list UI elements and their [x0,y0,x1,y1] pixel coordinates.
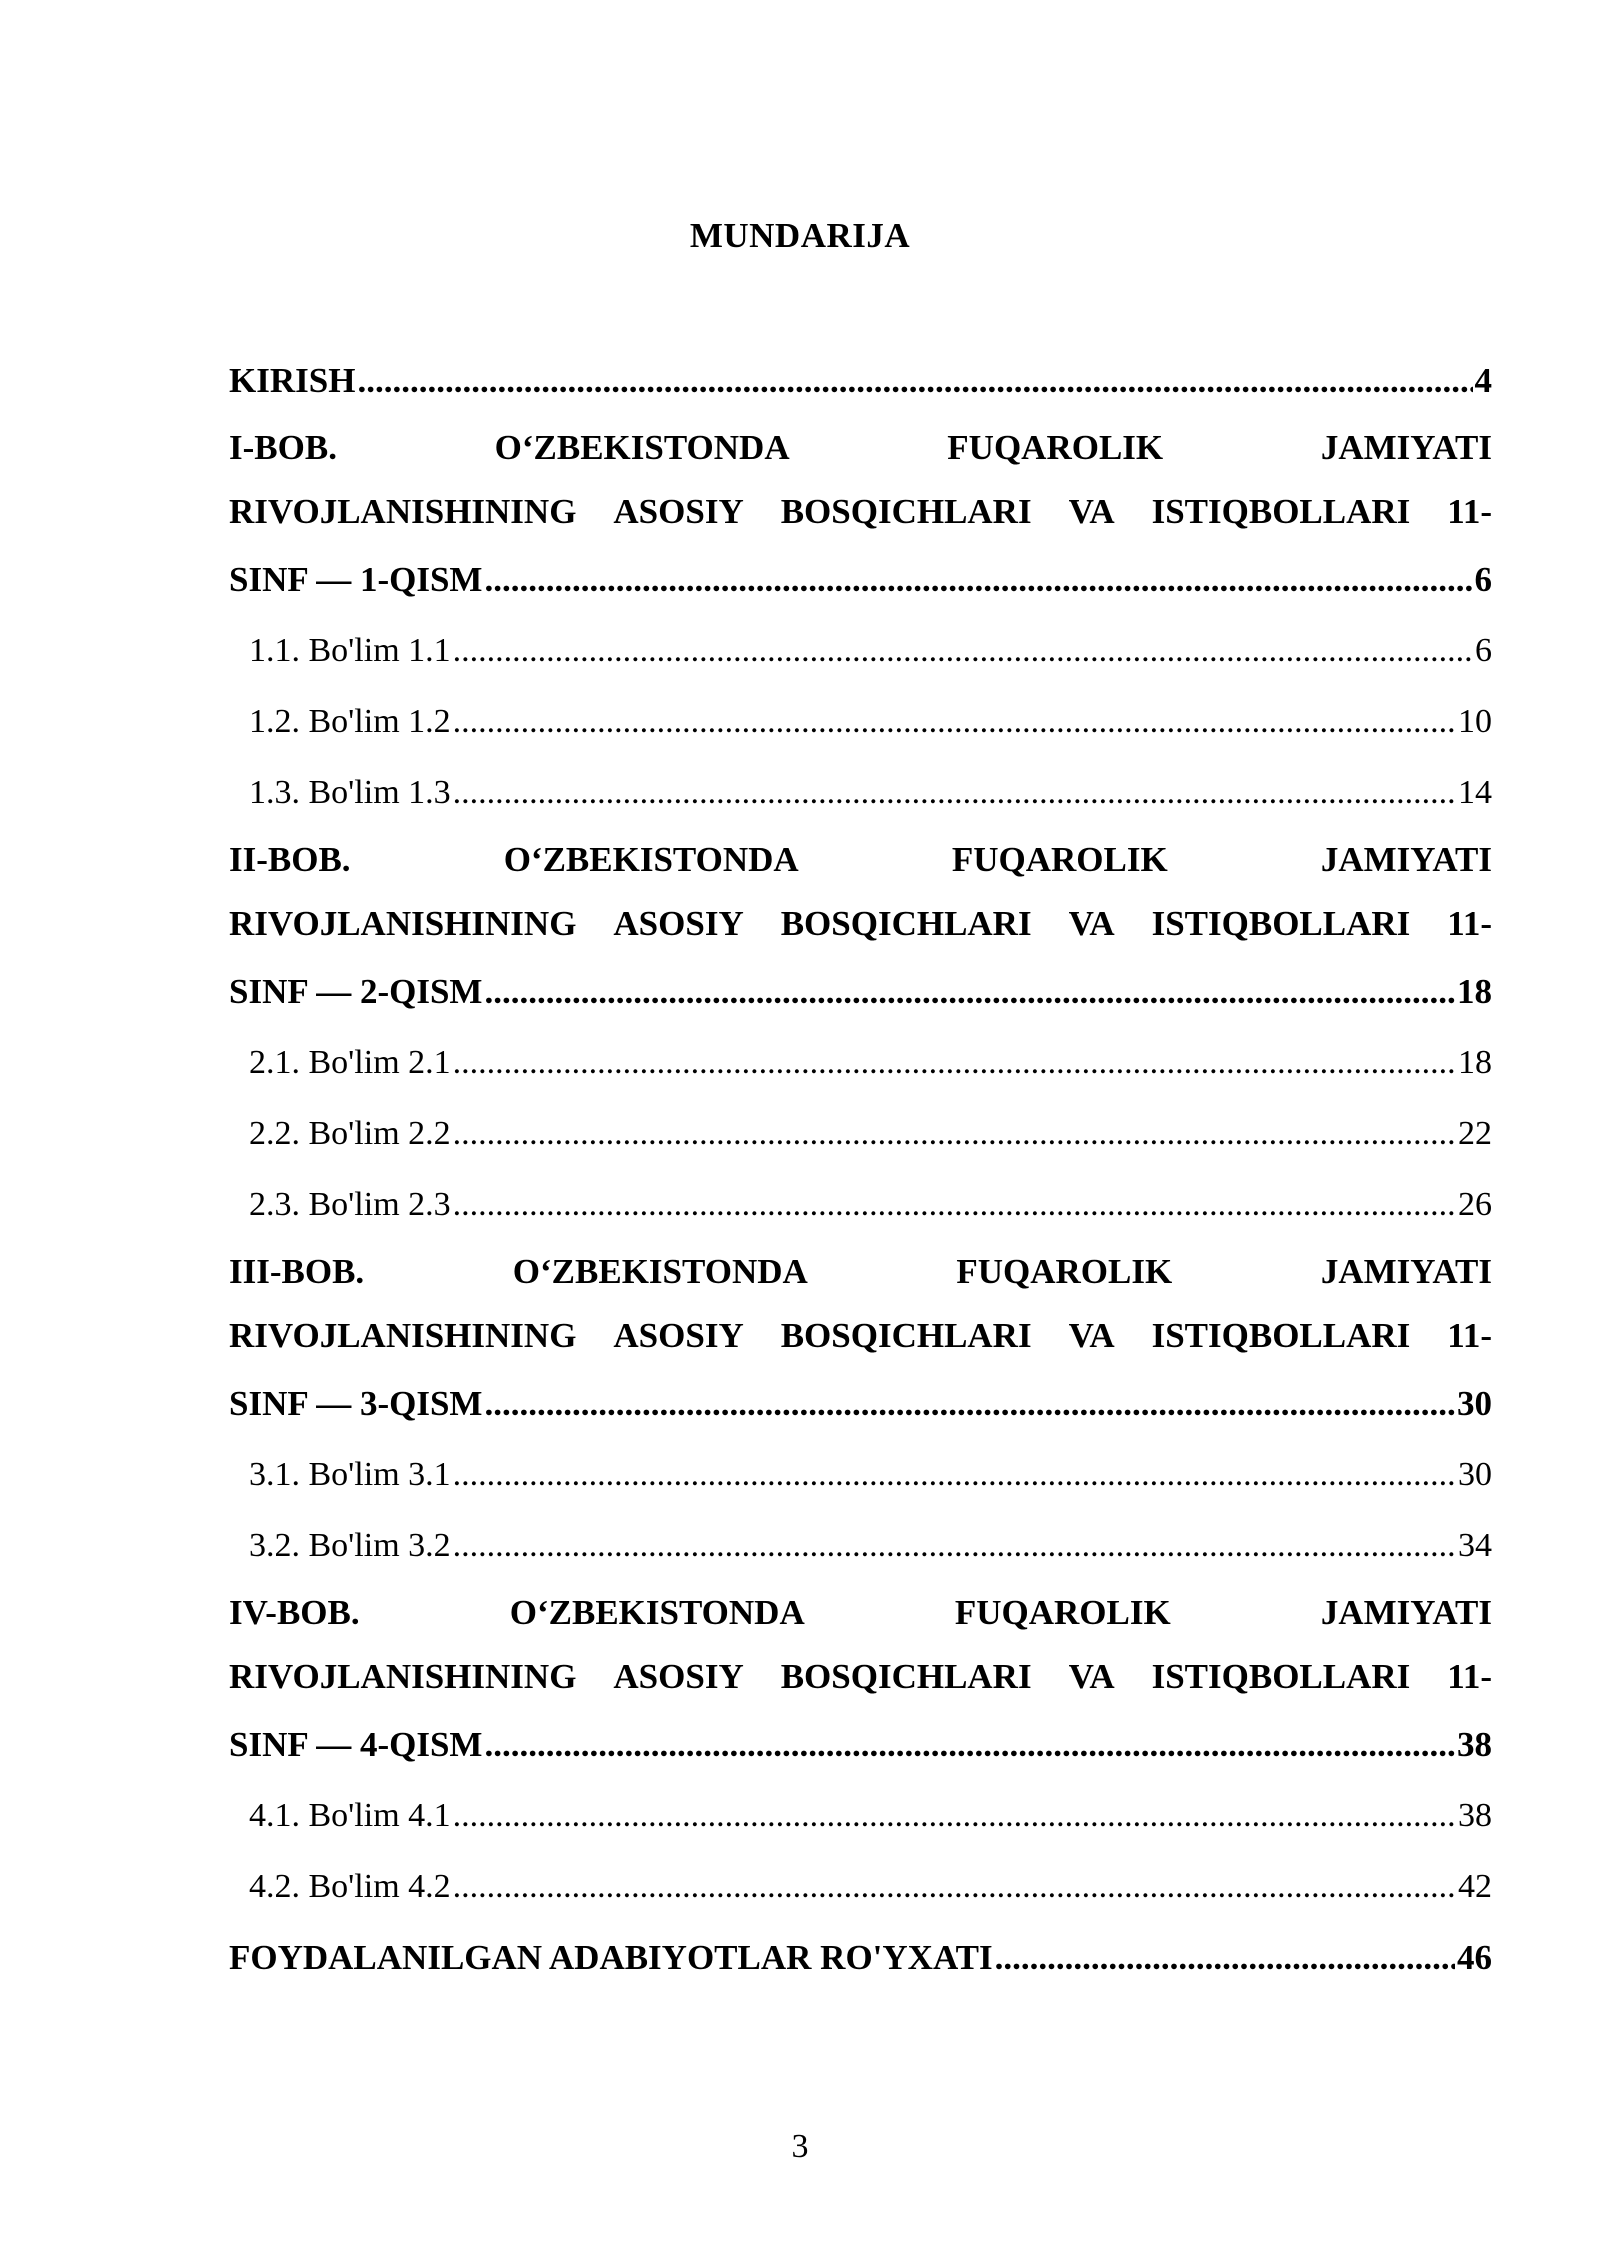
toc-entry-label: 2.2. Bo'lim 2.2 [249,1115,451,1152]
chapter-title-word: III-BOB. [229,1252,365,1291]
chapter-title-word: O‘ZBEKISTONDA [509,1593,805,1632]
dot-leader [453,1439,1456,1510]
toc-entry-section[interactable] [229,1439,1492,1510]
toc-page-number: 34 [1458,1527,1492,1564]
toc-page-number: 14 [1458,774,1492,811]
dot-leader [453,615,1473,686]
toc-entry-references[interactable] [229,1922,1492,1993]
toc-entry-label: KIRISH [229,361,356,400]
toc-page-number: 42 [1458,1868,1492,1905]
chapter-title-word: 11- [1447,1657,1492,1696]
chapter-title-line[interactable] [229,416,1492,480]
chapter-title-word: ISTIQBOLLARI [1151,1657,1411,1696]
chapter-title-word: FUQAROLIK [954,1593,1171,1632]
chapter-title-word: BOSQICHLARI [780,904,1032,943]
chapter-title-word: RIVOJLANISHINING [229,904,577,943]
toc-entry-label: 1.2. Bo'lim 1.2 [249,703,451,740]
dot-leader [484,1368,1455,1439]
chapter-title-word: 11- [1447,492,1492,531]
toc-page-number: 38 [1458,1797,1492,1834]
chapter-title-word: II-BOB. [229,840,351,879]
chapter-title-word: FUQAROLIK [956,1252,1173,1291]
dot-leader [453,1027,1456,1098]
toc-page-number: 6 [1474,560,1492,599]
footer-page-number: 3 [791,2128,809,2165]
toc-entry-section[interactable] [229,615,1492,686]
chapter-title-line[interactable] [229,1645,1492,1709]
dot-leader [995,1922,1455,1993]
chapter-title-word: BOSQICHLARI [780,492,1032,531]
toc-entry-label: 1.1. Bo'lim 1.1 [249,632,451,669]
dot-leader [484,956,1455,1027]
chapter-title-line[interactable] [229,480,1492,544]
chapter-title-word: FUQAROLIK [951,840,1168,879]
table-of-contents [229,345,1492,1993]
chapter-title-word: IV-BOB. [229,1593,360,1632]
toc-page-number: 18 [1458,1044,1492,1081]
toc-page-number: 6 [1475,632,1492,669]
chapter-title-word: VA [1068,904,1115,943]
chapter-title-word: ISTIQBOLLARI [1151,1316,1411,1355]
chapter-title-word: RIVOJLANISHINING [229,1657,577,1696]
chapter-title-word: BOSQICHLARI [780,1657,1032,1696]
chapter-title-line[interactable] [229,828,1492,892]
toc-entry-section[interactable] [229,1851,1492,1922]
toc-entry-label: SINF — 3-QISM [229,1384,483,1423]
chapter-title-word: O‘ZBEKISTONDA [494,428,790,467]
toc-entry-label: 4.2. Bo'lim 4.2 [249,1868,451,1905]
dot-leader [453,1780,1456,1851]
chapter-title-word: BOSQICHLARI [780,1316,1032,1355]
toc-entry-section[interactable] [229,1510,1492,1581]
toc-entry-section[interactable] [229,1098,1492,1169]
dot-leader [453,686,1456,757]
toc-page-number: 38 [1457,1725,1492,1764]
toc-entry-label: 1.3. Bo'lim 1.3 [249,774,451,811]
toc-entry-intro[interactable] [229,345,1492,416]
toc-page-number: 10 [1458,703,1492,740]
chapter-title-word: RIVOJLANISHINING [229,1316,577,1355]
toc-entry-section[interactable] [229,1027,1492,1098]
toc-page-number: 30 [1458,1456,1492,1493]
toc-entry-section[interactable] [229,757,1492,828]
toc-entry-chapter[interactable] [229,1709,1492,1780]
chapter-title-line[interactable] [229,1581,1492,1645]
toc-entry-section[interactable] [229,686,1492,757]
toc-chapter [229,828,1492,1240]
chapter-title-word: VA [1068,492,1115,531]
chapter-title-word: RIVOJLANISHINING [229,492,577,531]
chapter-title-word: ISTIQBOLLARI [1151,904,1411,943]
toc-entry-section[interactable] [229,1169,1492,1240]
toc-entry-label: FOYDALANILGAN ADABIYOTLAR RO'YXATI [229,1938,993,1977]
chapter-title-word: O‘ZBEKISTONDA [512,1252,808,1291]
chapter-title-word: ASOSIY [613,904,744,943]
toc-entry-section[interactable] [229,1780,1492,1851]
chapter-title-word: ASOSIY [613,492,744,531]
chapter-list [229,416,1492,1922]
toc-page-number: 46 [1457,1938,1492,1977]
toc-page-number: 26 [1458,1186,1492,1223]
chapter-title-word: 11- [1447,904,1492,943]
toc-page-number: 18 [1457,972,1492,1011]
toc-chapter [229,1240,1492,1581]
toc-entry-chapter[interactable] [229,956,1492,1027]
chapter-title-line[interactable] [229,1304,1492,1368]
toc-entry-label: 3.2. Bo'lim 3.2 [249,1527,451,1564]
chapter-title-word: FUQAROLIK [947,428,1164,467]
chapter-title-word: ISTIQBOLLARI [1151,492,1411,531]
chapter-title-word: JAMIYATI [1320,428,1492,467]
toc-entry-chapter[interactable] [229,544,1492,615]
chapter-title-line[interactable] [229,892,1492,956]
chapter-title-word: JAMIYATI [1320,840,1492,879]
chapter-title-word: ASOSIY [613,1316,744,1355]
toc-page-number: 30 [1457,1384,1492,1423]
chapter-title-word: O‘ZBEKISTONDA [503,840,799,879]
chapter-title-word: JAMIYATI [1320,1252,1492,1291]
dot-leader [453,1851,1456,1922]
toc-chapter [229,416,1492,828]
toc-page-number: 22 [1458,1115,1492,1152]
toc-entry-label: SINF — 4-QISM [229,1725,483,1764]
dot-leader [484,544,1472,615]
chapter-title-word: I-BOB. [229,428,337,467]
chapter-title-word: ASOSIY [613,1657,744,1696]
dot-leader [453,757,1456,828]
chapter-title-word: 11- [1447,1316,1492,1355]
chapter-title-word: VA [1068,1316,1115,1355]
toc-entry-label: 4.1. Bo'lim 4.1 [249,1797,451,1834]
chapter-title-line[interactable] [229,1240,1492,1304]
toc-entry-label: SINF — 1-QISM [229,560,483,599]
chapter-title-word: VA [1068,1657,1115,1696]
dot-leader [357,345,1472,416]
toc-entry-label: SINF — 2-QISM [229,972,483,1011]
toc-entry-label: 2.1. Bo'lim 2.1 [249,1044,451,1081]
toc-entry-label: 2.3. Bo'lim 2.3 [249,1186,451,1223]
dot-leader [484,1709,1455,1780]
chapter-title-word: JAMIYATI [1320,1593,1492,1632]
page-title: MUNDARIJA [689,216,911,255]
dot-leader [453,1098,1456,1169]
toc-page-number: 4 [1474,361,1492,400]
toc-entry-label: 3.1. Bo'lim 3.1 [249,1456,451,1493]
dot-leader [453,1510,1456,1581]
toc-chapter [229,1581,1492,1922]
dot-leader [453,1169,1456,1240]
toc-entry-chapter[interactable] [229,1368,1492,1439]
